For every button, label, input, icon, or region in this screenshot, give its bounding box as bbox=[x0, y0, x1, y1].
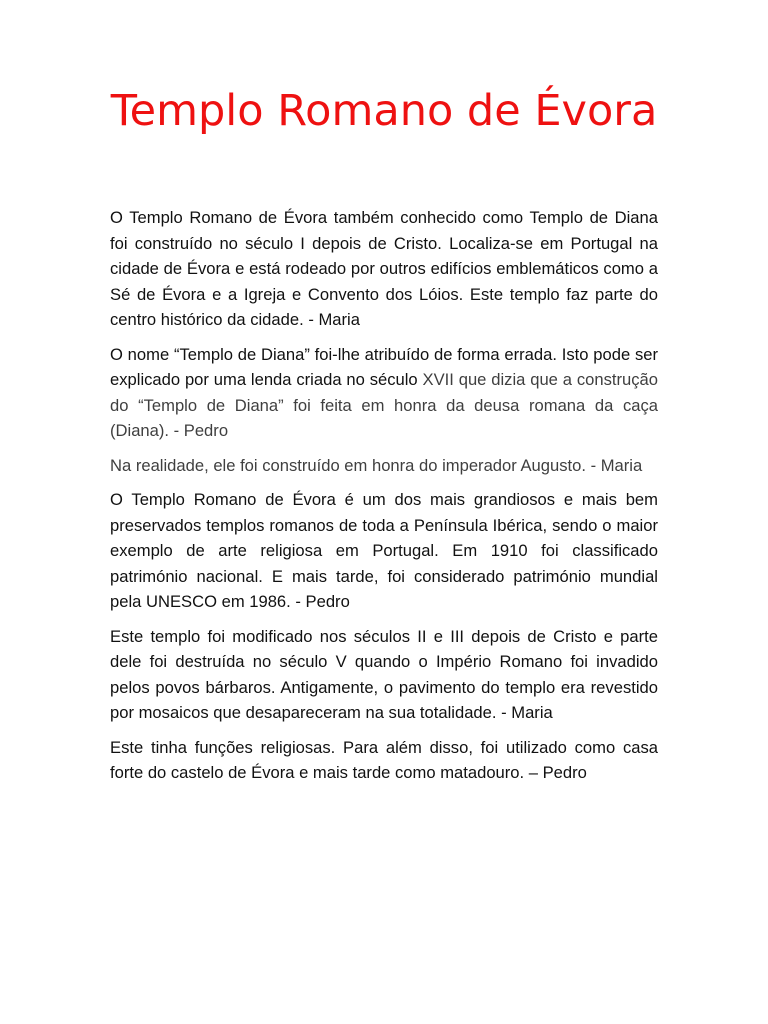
paragraph-location: O Templo Romano de Évora também conhecido como Templo de Diana foi construído no século I depois de Cristo. Localiza-se em Portugal na cidade de Évora e está rodeado por outros edifícios emblemáticos como a Sé de Évora e a Igreja e Convento dos Lóios. Este templo faz parte do centro histórico da cidade. - Maria bbox=[110, 208, 658, 329]
paragraph-functions: Este tinha funções religiosas. Para além disso, foi utilizado como casa forte do castelo de Évora e mais tarde como matadouro. – Pedro bbox=[110, 737, 658, 782]
paragraph-name-origin bbox=[110, 342, 658, 444]
document-body bbox=[110, 205, 658, 795]
paragraph-name-origin-part2: XVII que dizia que a construção do “Templo de Diana” foi feita em honra da deusa romana da caça (Diana). - Pedro bbox=[110, 370, 658, 440]
paragraph-history: Este templo foi modificado nos séculos II e III depois de Cristo e parte dele foi destruída no século V quando o Império Romano foi invadido pelos povos bárbaros. Antigamente, o pavimento do templo era revestido por mosaicos que desapareceram na sua totalidade. - Maria bbox=[110, 626, 658, 722]
paragraph-augustus: Na realidade, ele foi construído em honra do imperador Augusto. - Maria bbox=[110, 455, 643, 475]
paragraph-name-origin-part1: O nome “Templo de Diana” foi-lhe atribuído de forma errada. Isto pode ser explicado por uma lenda criada no século bbox=[110, 344, 658, 389]
document-title: Templo Romano de Évora bbox=[110, 86, 658, 136]
paragraph-heritage: O Templo Romano de Évora é um dos mais grandiosos e mais bem preservados templos romanos de toda a Península Ibérica, sendo o maior exemplo de arte religiosa em Portugal. Em 1910 foi classificado património nacional. E mais tarde, foi considerado património mundial pela UNESCO em 1986. - Pedro bbox=[110, 490, 658, 611]
